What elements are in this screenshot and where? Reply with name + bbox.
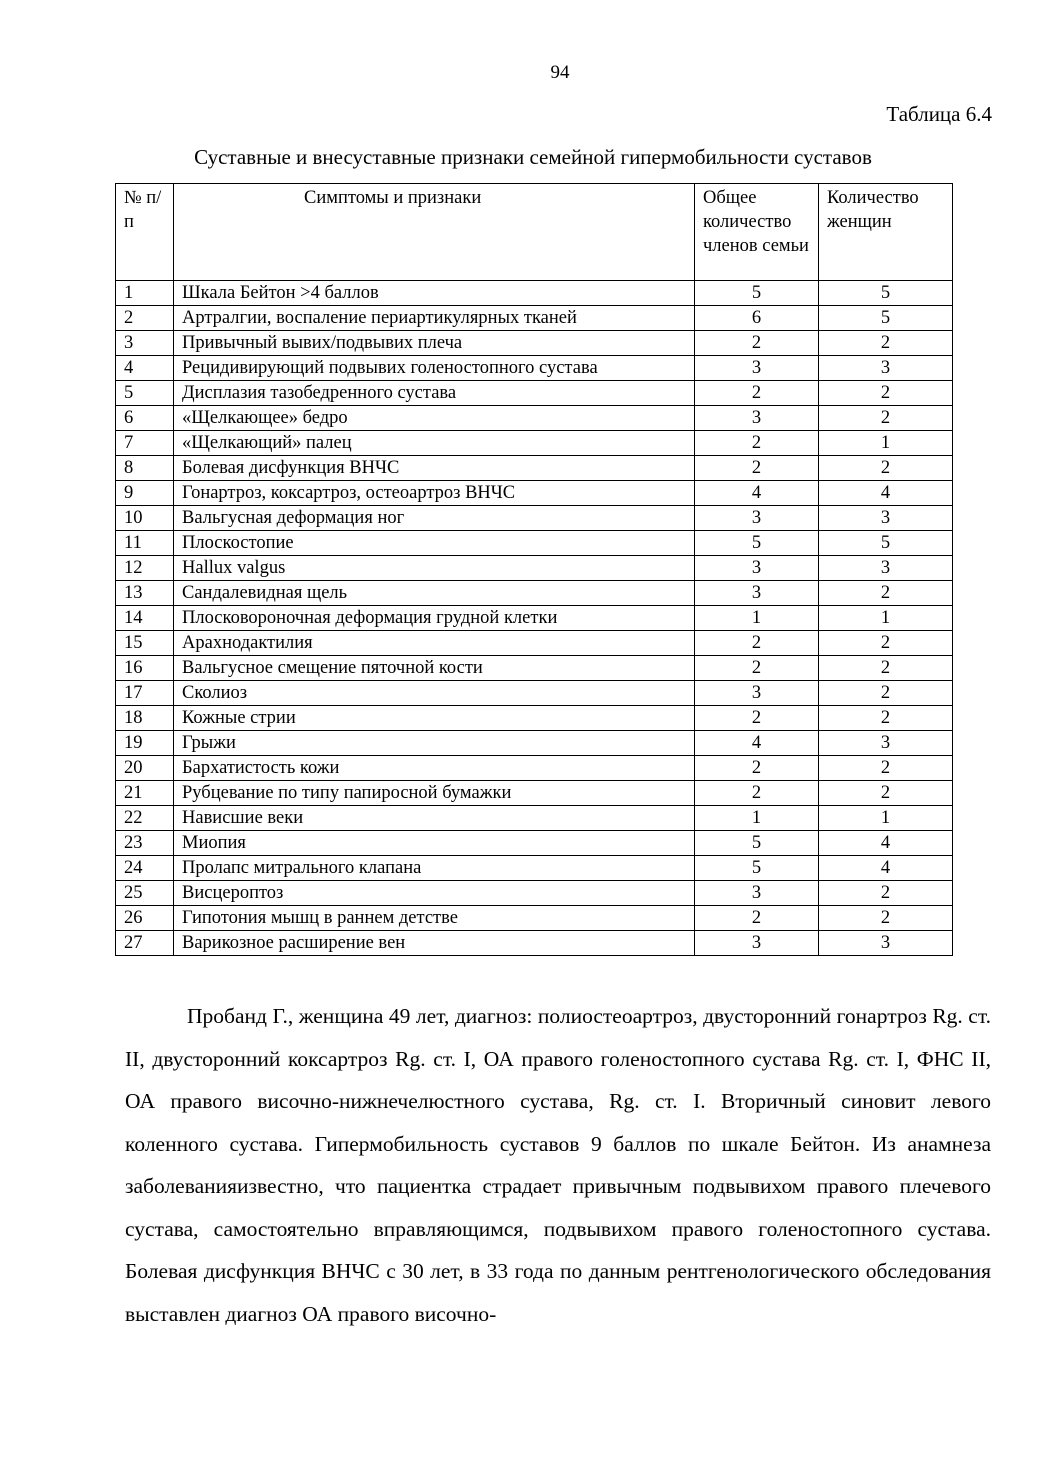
cell-symptom: Вальгусная деформация ног xyxy=(174,506,695,531)
cell-symptom: Арахнодактилия xyxy=(174,631,695,656)
cell-total-family: 3 xyxy=(695,681,819,706)
cell-number: 12 xyxy=(116,556,174,581)
cell-number: 10 xyxy=(116,506,174,531)
cell-women: 2 xyxy=(819,656,953,681)
cell-number: 23 xyxy=(116,831,174,856)
cell-symptom: Привычный вывих/подвывих плеча xyxy=(174,331,695,356)
cell-symptom: Вальгусное смещение пяточной кости xyxy=(174,656,695,681)
cell-total-family: 4 xyxy=(695,731,819,756)
cell-number: 27 xyxy=(116,931,174,956)
cell-women: 2 xyxy=(819,381,953,406)
table-row xyxy=(116,706,953,731)
cell-symptom: Hallux valgus xyxy=(174,556,695,581)
table-row xyxy=(116,831,953,856)
cell-women: 1 xyxy=(819,431,953,456)
table-row xyxy=(116,606,953,631)
cell-women: 3 xyxy=(819,356,953,381)
cell-total-family: 2 xyxy=(695,456,819,481)
cell-women: 3 xyxy=(819,731,953,756)
table-row xyxy=(116,381,953,406)
cell-women: 2 xyxy=(819,706,953,731)
cell-total-family: 6 xyxy=(695,306,819,331)
cell-symptom: «Щелкающий» палец xyxy=(174,431,695,456)
cell-total-family: 3 xyxy=(695,581,819,606)
cell-number: 14 xyxy=(116,606,174,631)
cell-symptom: Бархатистость кожи xyxy=(174,756,695,781)
cell-number: 1 xyxy=(116,281,174,306)
cell-symptom: Варикозное расширение вен xyxy=(174,931,695,956)
table-row xyxy=(116,481,953,506)
cell-women: 4 xyxy=(819,831,953,856)
cell-number: 19 xyxy=(116,731,174,756)
cell-total-family: 5 xyxy=(695,831,819,856)
cell-symptom: Дисплазия тазобедренного сустава xyxy=(174,381,695,406)
symptoms-table xyxy=(115,183,953,956)
cell-symptom: Нависшие веки xyxy=(174,806,695,831)
header-symptoms: Симптомы и признаки xyxy=(174,184,695,281)
cell-total-family: 2 xyxy=(695,331,819,356)
table-row xyxy=(116,356,953,381)
paragraph: Пробанд Г., женщина 49 лет, диагноз: полиостеоартроз, двусторонний гонартроз Rg. ст. II, двусторонний коксартроз Rg. ст. I, ОА правого голеностопного сустава Rg. ст. I, ФНС II, ОА правого височно-нижнечелюстного сустава, Rg. ст. I. Вторичный синовит левого коленного сустава. Гипермобильность суставов 9 баллов по шкале Бейтон. Из анамнеза заболеванияизвестно, что пациентка страдает привычным подвывихом правого плечевого сустава, самостоятельно вправляющимся, подвывихом правого голеностопного сустава. Болевая дисфункция ВНЧС с 30 лет, в 33 года по данным рентгенологического обследования выставлен диагноз ОА правого височно- xyxy=(125,1004,991,1326)
cell-symptom: Плоскостопие xyxy=(174,531,695,556)
cell-women: 3 xyxy=(819,506,953,531)
cell-symptom: Рецидивирующий подвывих голеностопного сустава xyxy=(174,356,695,381)
cell-number: 7 xyxy=(116,431,174,456)
table-row xyxy=(116,506,953,531)
cell-symptom: Миопия xyxy=(174,831,695,856)
table-row xyxy=(116,631,953,656)
table-row xyxy=(116,456,953,481)
cell-symptom: Сандалевидная щель xyxy=(174,581,695,606)
cell-number: 2 xyxy=(116,306,174,331)
cell-total-family: 1 xyxy=(695,606,819,631)
cell-women: 3 xyxy=(819,556,953,581)
cell-number: 25 xyxy=(116,881,174,906)
cell-total-family: 2 xyxy=(695,706,819,731)
cell-women: 4 xyxy=(819,481,953,506)
cell-number: 17 xyxy=(116,681,174,706)
table-row xyxy=(116,731,953,756)
table-row xyxy=(116,406,953,431)
cell-total-family: 2 xyxy=(695,656,819,681)
cell-symptom: Болевая дисфункция ВНЧС xyxy=(174,456,695,481)
cell-symptom: Висцероптоз xyxy=(174,881,695,906)
header-total-family: Общее количество членов семьи xyxy=(695,184,819,281)
cell-women: 2 xyxy=(819,631,953,656)
cell-total-family: 1 xyxy=(695,806,819,831)
cell-women: 3 xyxy=(819,931,953,956)
cell-symptom: Шкала Бейтон >4 баллов xyxy=(174,281,695,306)
cell-total-family: 5 xyxy=(695,531,819,556)
cell-total-family: 3 xyxy=(695,356,819,381)
table-row xyxy=(116,781,953,806)
cell-number: 9 xyxy=(116,481,174,506)
cell-total-family: 5 xyxy=(695,856,819,881)
header-number: № п/п xyxy=(116,184,174,281)
table-body xyxy=(116,281,953,956)
table-row xyxy=(116,906,953,931)
cell-symptom: «Щелкающее» бедро xyxy=(174,406,695,431)
cell-symptom: Гонартроз, коксартроз, остеоартроз ВНЧС xyxy=(174,481,695,506)
table-row xyxy=(116,681,953,706)
cell-women: 1 xyxy=(819,606,953,631)
table-row xyxy=(116,306,953,331)
cell-women: 2 xyxy=(819,456,953,481)
table-title: Суставные и внесуставные признаки семейной гипермобильности суставов xyxy=(194,145,872,169)
cell-symptom: Артралгии, воспаление периартикулярных тканей xyxy=(174,306,695,331)
table-row xyxy=(116,331,953,356)
cell-women: 2 xyxy=(819,331,953,356)
cell-number: 18 xyxy=(116,706,174,731)
cell-number: 4 xyxy=(116,356,174,381)
table-row xyxy=(116,556,953,581)
cell-total-family: 2 xyxy=(695,381,819,406)
cell-number: 22 xyxy=(116,806,174,831)
cell-number: 13 xyxy=(116,581,174,606)
cell-symptom: Кожные стрии xyxy=(174,706,695,731)
cell-number: 11 xyxy=(116,531,174,556)
table-row xyxy=(116,756,953,781)
cell-women: 1 xyxy=(819,806,953,831)
table-row xyxy=(116,581,953,606)
table-header-row xyxy=(116,184,953,281)
table-row xyxy=(116,931,953,956)
cell-symptom: Сколиоз xyxy=(174,681,695,706)
cell-number: 6 xyxy=(116,406,174,431)
cell-total-family: 2 xyxy=(695,756,819,781)
cell-total-family: 3 xyxy=(695,406,819,431)
cell-number: 3 xyxy=(116,331,174,356)
cell-women: 2 xyxy=(819,681,953,706)
cell-women: 2 xyxy=(819,881,953,906)
cell-total-family: 3 xyxy=(695,556,819,581)
cell-total-family: 4 xyxy=(695,481,819,506)
cell-number: 16 xyxy=(116,656,174,681)
table-row xyxy=(116,281,953,306)
cell-number: 15 xyxy=(116,631,174,656)
header-women: Количество женщин xyxy=(819,184,953,281)
cell-number: 5 xyxy=(116,381,174,406)
cell-women: 2 xyxy=(819,581,953,606)
page-number: 94 xyxy=(550,62,570,83)
cell-total-family: 3 xyxy=(695,931,819,956)
cell-total-family: 2 xyxy=(695,431,819,456)
body-text xyxy=(125,995,991,1335)
table-row xyxy=(116,881,953,906)
cell-total-family: 3 xyxy=(695,506,819,531)
cell-symptom: Плосковороночная деформация грудной клетки xyxy=(174,606,695,631)
cell-women: 4 xyxy=(819,856,953,881)
cell-number: 24 xyxy=(116,856,174,881)
cell-total-family: 3 xyxy=(695,881,819,906)
cell-women: 2 xyxy=(819,906,953,931)
cell-total-family: 5 xyxy=(695,281,819,306)
cell-women: 5 xyxy=(819,281,953,306)
cell-women: 2 xyxy=(819,756,953,781)
cell-number: 21 xyxy=(116,781,174,806)
table-row xyxy=(116,431,953,456)
table-label: Таблица 6.4 xyxy=(886,102,992,126)
table-row xyxy=(116,856,953,881)
cell-symptom: Пролапс митрального клапана xyxy=(174,856,695,881)
cell-total-family: 2 xyxy=(695,781,819,806)
cell-women: 2 xyxy=(819,406,953,431)
table-row xyxy=(116,656,953,681)
cell-total-family: 2 xyxy=(695,631,819,656)
cell-number: 8 xyxy=(116,456,174,481)
cell-symptom: Гипотония мышц в раннем детстве xyxy=(174,906,695,931)
cell-total-family: 2 xyxy=(695,906,819,931)
cell-number: 20 xyxy=(116,756,174,781)
cell-symptom: Грыжи xyxy=(174,731,695,756)
cell-number: 26 xyxy=(116,906,174,931)
cell-women: 2 xyxy=(819,781,953,806)
cell-symptom: Рубцевание по типу папиросной бумажки xyxy=(174,781,695,806)
table-row xyxy=(116,531,953,556)
table-row xyxy=(116,806,953,831)
cell-women: 5 xyxy=(819,531,953,556)
cell-women: 5 xyxy=(819,306,953,331)
